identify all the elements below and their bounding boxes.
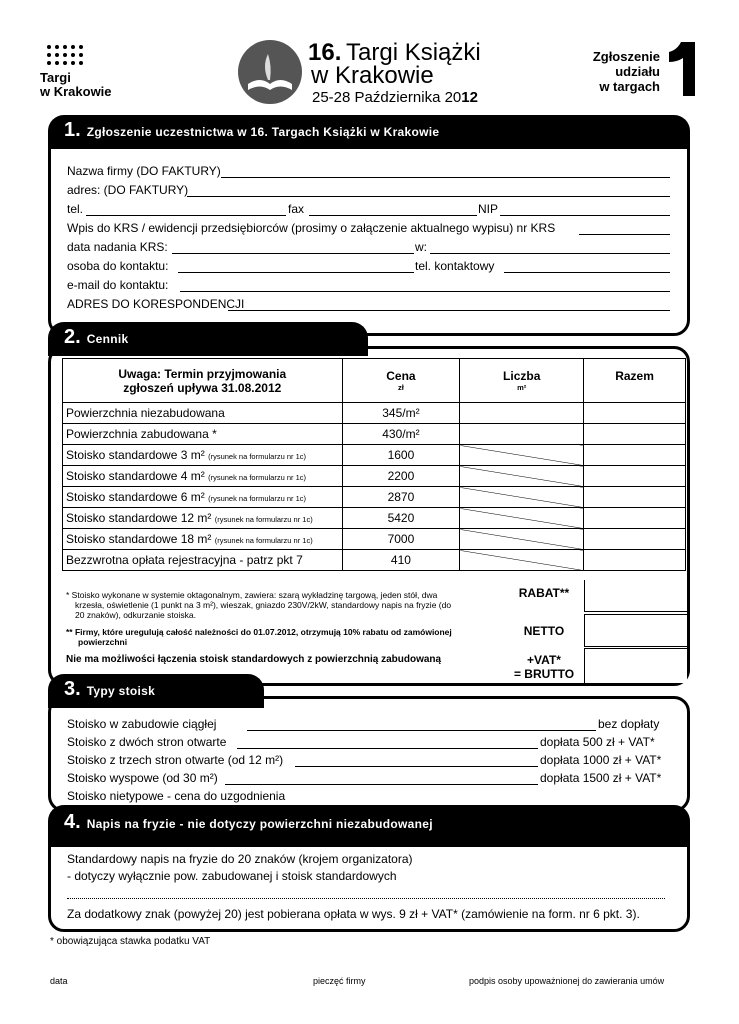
footnote-star-line2: krzesła, oświetlenie (1 punkt na 3 m²), wieszak, gniazdo 230V/2kW, standardowy napis na fryzie (do bbox=[75, 600, 452, 610]
frieze-line3: Za dodatkowy znak (powyżej 20) jest pobierana opłata w wys. 9 zł + VAT* (zamówienie na form. nr 6 pkt. 3). bbox=[67, 907, 640, 921]
krs-place-label: w: bbox=[415, 240, 427, 254]
price-table bbox=[62, 358, 686, 571]
price-row-qty bbox=[460, 550, 584, 571]
corr-label: ADRES DO KORESPONDENCJI bbox=[67, 297, 245, 311]
netto-label: NETTO bbox=[523, 624, 565, 638]
price-row-name: Stoisko standardowe 18 m² bbox=[66, 532, 212, 546]
price-row bbox=[63, 445, 686, 466]
rabat-label: RABAT** bbox=[518, 586, 570, 600]
price-row-qty[interactable] bbox=[460, 403, 584, 424]
price-table-note bbox=[63, 359, 343, 403]
price-row-total[interactable] bbox=[584, 487, 686, 508]
price-row-price: 2870 bbox=[342, 487, 460, 508]
price-row-total[interactable] bbox=[584, 424, 686, 445]
contact-tel-label: tel. kontaktowy bbox=[415, 259, 495, 273]
price-col-unit: zł bbox=[398, 383, 404, 392]
brutto-cell[interactable] bbox=[584, 648, 687, 683]
price-row bbox=[63, 550, 686, 571]
stand-type-price: bez dopłaty bbox=[598, 717, 660, 731]
price-row-note: (rysunek na formularzu nr 1c) bbox=[208, 473, 307, 482]
price-row-price: 1600 bbox=[342, 445, 460, 466]
section3-number: 3. bbox=[64, 678, 81, 700]
signature-authorized: podpis osoby upoważnionej do zawierania umów bbox=[469, 976, 665, 986]
price-row-qty bbox=[460, 487, 584, 508]
form-title-line3: w targach bbox=[599, 79, 660, 94]
logo-dots-icon bbox=[46, 44, 86, 70]
price-row-total[interactable] bbox=[584, 529, 686, 550]
price-row-name: Powierzchnia niezabudowana bbox=[66, 406, 225, 420]
stand-type-leader bbox=[225, 784, 538, 785]
price-row bbox=[63, 508, 686, 529]
qty-col-header bbox=[460, 359, 584, 403]
rabat-cell[interactable] bbox=[584, 580, 687, 612]
price-row-total[interactable] bbox=[584, 445, 686, 466]
stand-type-custom: Stoisko nietypowe - cena do uzgodnienia bbox=[67, 789, 286, 803]
contact-field[interactable] bbox=[178, 272, 414, 273]
footnote-discount-line1: ** Firmy, które uregulują całość należności do 01.07.2012, otrzymują 10% rabatu od zamówionej bbox=[66, 627, 452, 637]
krs-date-field[interactable] bbox=[172, 253, 414, 254]
stand-type-leader bbox=[295, 766, 538, 767]
tel-field[interactable] bbox=[86, 215, 286, 216]
price-row bbox=[63, 424, 686, 445]
company-label: Nazwa firmy (DO FAKTURY) bbox=[67, 164, 221, 178]
price-row-name-cell bbox=[63, 403, 343, 424]
netto-cell[interactable] bbox=[584, 614, 687, 647]
section4-number: 4. bbox=[64, 811, 81, 833]
stand-type-leader bbox=[237, 748, 538, 749]
stand-type-price: dopłata 500 zł + VAT* bbox=[540, 735, 655, 749]
total-col-header: Razem bbox=[584, 359, 686, 403]
contact-label: osoba do kontaktu: bbox=[67, 259, 169, 273]
price-row-total[interactable] bbox=[584, 403, 686, 424]
price-row-name: Powierzchnia zabudowana * bbox=[66, 427, 217, 441]
section1-title: Zgłoszenie uczestnictwa w 16. Targach Książki w Krakowie bbox=[86, 125, 440, 139]
vat-brutto-label bbox=[508, 653, 580, 681]
logo-line2: w Krakowie bbox=[40, 84, 112, 99]
section1-header bbox=[48, 115, 690, 149]
address-field[interactable] bbox=[187, 196, 670, 197]
event-dates-year: 12 bbox=[461, 89, 478, 106]
price-row-qty[interactable] bbox=[460, 424, 584, 445]
section2-number: 2. bbox=[64, 326, 81, 348]
section3-header bbox=[48, 674, 264, 708]
price-row-total[interactable] bbox=[584, 508, 686, 529]
price-row-name: Bezzwrotna opłata rejestracyjna - patrz pkt 7 bbox=[66, 553, 303, 567]
price-row-note: (rysunek na formularzu nr 1c) bbox=[208, 494, 307, 503]
price-row-name-cell bbox=[63, 445, 343, 466]
deadline-line2: zgłoszeń upływa 31.08.2012 bbox=[123, 380, 282, 395]
price-row-name-cell bbox=[63, 487, 343, 508]
price-row-price: 7000 bbox=[342, 529, 460, 550]
price-row-name: Stoisko standardowe 12 m² bbox=[66, 511, 212, 525]
footnote-no-combine: Nie ma możliwości łączenia stoisk standardowych z powierzchnią zabudowaną bbox=[66, 654, 442, 665]
price-row-name-cell bbox=[63, 508, 343, 529]
krs-place-field[interactable] bbox=[430, 253, 670, 254]
fax-label: fax bbox=[288, 202, 305, 216]
price-row-total[interactable] bbox=[584, 466, 686, 487]
vat-label: +VAT* bbox=[527, 653, 561, 667]
brutto-label: = BRUTTO bbox=[513, 667, 575, 681]
nip-label: NIP bbox=[478, 202, 499, 216]
stand-type-name: Stoisko wyspowe (od 30 m²) bbox=[67, 771, 218, 785]
corr-field[interactable] bbox=[228, 310, 670, 311]
section2-title: Cennik bbox=[86, 332, 129, 346]
price-row-price: 410 bbox=[342, 550, 460, 571]
price-row-qty bbox=[460, 466, 584, 487]
stand-type-price: dopłata 1000 zł + VAT* bbox=[540, 753, 662, 767]
price-col-label: Cena bbox=[386, 369, 416, 383]
krs-label: Wpis do KRS / ewidencji przedsiębiorców (prosimy o załączenie aktualnego wypisu) nr KRS bbox=[67, 221, 556, 235]
section2-header bbox=[48, 322, 368, 356]
deadline-line1: Uwaga: Termin przyjmowania bbox=[118, 366, 287, 381]
price-row-name: Stoisko standardowe 4 m² bbox=[66, 469, 205, 483]
event-dates bbox=[312, 89, 478, 106]
price-row-name: Stoisko standardowe 6 m² bbox=[66, 490, 205, 504]
price-row-qty bbox=[460, 529, 584, 550]
price-row bbox=[63, 529, 686, 550]
price-row bbox=[63, 487, 686, 508]
form-title-line1: Zgłoszenie bbox=[592, 49, 660, 64]
section4-title: Napis na fryzie - nie dotyczy powierzchni niezabudowanej bbox=[86, 817, 433, 831]
krs-date-label: data nadania KRS: bbox=[67, 240, 168, 254]
frieze-line2: - dotyczy wyłącznie pow. zabudowanej i stoisk standardowych bbox=[67, 869, 397, 883]
price-row-qty bbox=[460, 445, 584, 466]
krs-field[interactable] bbox=[579, 234, 670, 235]
footnote-star-line3: 20 znaków), odkurzanie stoiska. bbox=[75, 610, 196, 620]
stand-type-name: Stoisko w zabudowie ciągłej bbox=[67, 717, 217, 731]
form-title bbox=[572, 49, 660, 94]
price-row-name-cell bbox=[63, 550, 343, 571]
price-row-price: 345/m² bbox=[342, 403, 460, 424]
price-row-note: (rysunek na formularzu nr 1c) bbox=[214, 515, 313, 524]
form-title-line2: udziału bbox=[615, 64, 660, 79]
price-row-price: 2200 bbox=[342, 466, 460, 487]
address-label: adres: (DO FAKTURY) bbox=[67, 183, 189, 197]
nip-field[interactable] bbox=[500, 215, 670, 216]
email-field[interactable] bbox=[180, 291, 670, 292]
signature-date: data bbox=[50, 976, 68, 986]
footnote-discount bbox=[66, 627, 452, 647]
price-row-name-cell bbox=[63, 424, 343, 445]
price-row-name-cell bbox=[63, 466, 343, 487]
fax-field[interactable] bbox=[309, 215, 477, 216]
event-city: w Krakowie bbox=[311, 62, 434, 89]
price-row-total[interactable] bbox=[584, 550, 686, 571]
qty-col-label: Liczba bbox=[503, 369, 541, 383]
price-col-header bbox=[342, 359, 460, 403]
logo bbox=[40, 71, 112, 99]
book-logo-icon bbox=[238, 40, 302, 104]
tel-label: tel. bbox=[67, 202, 84, 216]
price-row-name-cell bbox=[63, 529, 343, 550]
price-row-price: 430/m² bbox=[342, 424, 460, 445]
price-row bbox=[63, 466, 686, 487]
section1-number: 1. bbox=[64, 119, 81, 141]
event-name: Targi Książki bbox=[346, 39, 481, 66]
qty-col-unit: m² bbox=[517, 383, 527, 392]
footnote-discount-line2: powierzchni bbox=[78, 637, 128, 647]
email-label: e-mail do kontaktu: bbox=[67, 278, 169, 292]
event-dates-prefix: 25-28 Października 20 bbox=[312, 89, 462, 106]
logo-line1: Targi bbox=[40, 70, 71, 85]
frieze-line1: Standardowy napis na fryzie do 20 znaków (krojem organizatora) bbox=[67, 852, 413, 866]
stand-type-price: dopłata 1500 zł + VAT* bbox=[540, 771, 662, 785]
event-number: 16. bbox=[308, 39, 342, 66]
section3-title: Typy stoisk bbox=[86, 684, 156, 698]
form-number bbox=[661, 40, 699, 98]
company-field[interactable] bbox=[221, 177, 670, 178]
stand-type-name: Stoisko z trzech stron otwarte (od 12 m²) bbox=[67, 753, 284, 767]
stand-type-name: Stoisko z dwóch stron otwarte bbox=[67, 735, 227, 749]
footnote-star-line1: * Stoisko wykonane w systemie oktagonalnym, zawiera: szarą wykładzinę targową, jeden stół, dwa bbox=[66, 590, 438, 600]
contact-tel-field[interactable] bbox=[504, 272, 670, 273]
price-row-qty bbox=[460, 508, 584, 529]
vat-note: * obowiązująca stawka podatku VAT bbox=[50, 936, 211, 947]
section4-header bbox=[48, 805, 690, 847]
price-row-price: 5420 bbox=[342, 508, 460, 529]
frieze-text-field[interactable] bbox=[67, 898, 665, 899]
signature-stamp: pieczęć firmy bbox=[313, 976, 366, 986]
footnote-star bbox=[66, 590, 451, 620]
price-row-note: (rysunek na formularzu nr 1c) bbox=[208, 452, 307, 461]
price-row-note: (rysunek na formularzu nr 1c) bbox=[214, 536, 313, 545]
price-row-name: Stoisko standardowe 3 m² bbox=[66, 448, 205, 462]
price-row bbox=[63, 403, 686, 424]
stand-type-leader bbox=[247, 730, 596, 731]
